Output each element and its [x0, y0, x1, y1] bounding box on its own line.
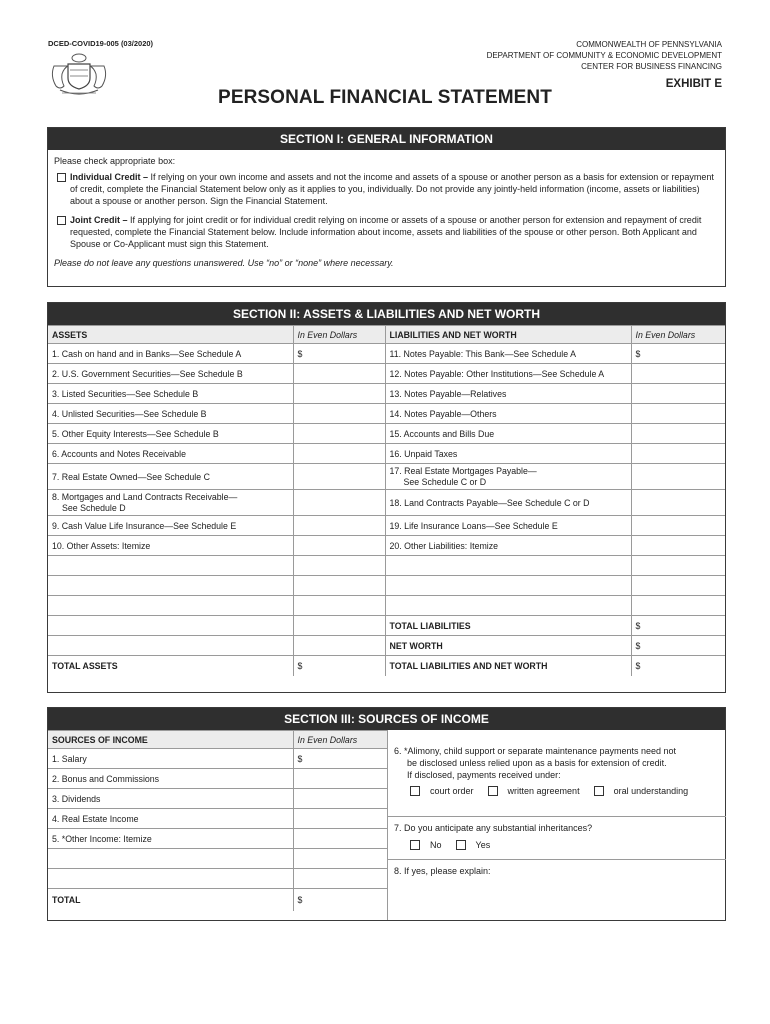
liability-label: 11. Notes Payable: This Bank—See Schedule A [385, 344, 631, 364]
total-liabilities-row [48, 616, 725, 636]
asset-amount-field[interactable] [293, 576, 385, 596]
income-header: SOURCES OF INCOME [48, 731, 293, 749]
totals-row [48, 656, 725, 676]
asset-label-line-1: 8. Mortgages and Land Contracts Receivable— [52, 491, 238, 502]
income-itemize-field[interactable] [48, 869, 293, 889]
income-label: 2. Bonus and Commissions [48, 769, 293, 789]
q7-text: 7. Do you anticipate any substantial inheritances? [394, 823, 593, 833]
liability-amount-field[interactable] [631, 444, 725, 464]
q6-line-2: be disclosed unless relied upon as a basis for extension of credit. [407, 758, 667, 768]
joint-credit-label: Joint Credit – [70, 215, 128, 225]
asset-amount-field[interactable] [293, 596, 385, 616]
assets-header: ASSETS [48, 326, 293, 344]
individual-credit-label: Individual Credit – [70, 172, 149, 182]
asset-label [48, 490, 293, 516]
income-amount-field[interactable] [293, 829, 387, 849]
table-row [48, 516, 725, 536]
liability-amount-field[interactable] [631, 490, 725, 516]
liability-amount-field[interactable] [631, 536, 725, 556]
inheritance-no-checkbox[interactable] [410, 840, 420, 850]
liability-label-line-2: See Schedule C or D [403, 476, 487, 487]
unanswered-note: Please do not leave any questions unanswered. Use “no” or “none” where necessary. [54, 258, 394, 268]
asset-amount-field[interactable] [293, 404, 385, 424]
asset-label: 5. Other Equity Interests—See Schedule B [48, 424, 293, 444]
asset-amount-field[interactable] [293, 444, 385, 464]
income-label: 5. *Other Income: Itemize [48, 829, 293, 849]
asset-label: 10. Other Assets: Itemize [48, 536, 293, 556]
agency-line-2: DEPARTMENT OF COMMUNITY & ECONOMIC DEVELOPMENT [486, 51, 722, 60]
total-assets-label: TOTAL ASSETS [48, 656, 293, 676]
income-header-row [48, 731, 387, 749]
agency-line-1: COMMONWEALTH OF PENNSYLVANIA [576, 40, 722, 49]
q6-line-1: 6. *Alimony, child support or separate maintenance payments need not [394, 746, 676, 756]
individual-credit-checkbox[interactable] [57, 173, 66, 182]
check-prompt: Please check appropriate box: [54, 156, 176, 166]
income-itemize-field[interactable] [48, 849, 293, 869]
table-row [48, 464, 725, 490]
total-liab-net-worth-field[interactable]: $ [631, 656, 725, 676]
asset-amount-field[interactable] [293, 424, 385, 444]
asset-amount-field[interactable] [293, 616, 385, 636]
liability-label: 15. Accounts and Bills Due [385, 424, 631, 444]
liability-label-line-1: 17. Real Estate Mortgages Payable— [389, 465, 537, 476]
asset-label: 7. Real Estate Owned—See Schedule C [48, 464, 293, 490]
inheritance-yes-label: Yes [475, 840, 491, 850]
section-general-information [47, 127, 726, 287]
table-row [48, 344, 725, 364]
asset-label: 3. Listed Securities—See Schedule B [48, 384, 293, 404]
q6-line-3: If disclosed, payments received under: [407, 770, 561, 780]
oral-understanding-checkbox[interactable] [594, 786, 604, 796]
liability-amount-field[interactable] [631, 364, 725, 384]
income-label: 3. Dividends [48, 789, 293, 809]
individual-credit-text: If relying on your own income and assets and not the income and assets of a spouse or another person as a basis for extension or repayment of credit, complete the Financial Statement below only as it applies to you, individually. Do not provide any jointly-held information (income, assets or liabilities) about a spouse or another person. Sign the Financial Statement. [70, 172, 714, 206]
agency-line-3: CENTER FOR BUSINESS FINANCING [581, 62, 722, 71]
income-label: 4. Real Estate Income [48, 809, 293, 829]
table-row [48, 749, 387, 769]
q8-text: 8. If yes, please explain: [394, 866, 491, 876]
table-row [48, 364, 725, 384]
income-amount-field[interactable] [293, 809, 387, 829]
joint-credit-text: If applying for joint credit or for individual credit relying on income or assets of a spouse or another person for extension and repayment of credit requested, complete the Financial Statement below. Include information about income, assets and liabilities of the spouse or other person. Both Applicant and Spouse or Co-Applicant must sign this Statement. [70, 215, 702, 249]
income-total-field[interactable]: $ [293, 889, 387, 911]
total-assets-field[interactable]: $ [293, 656, 385, 676]
section-assets-liabilities [47, 302, 726, 693]
asset-label: 6. Accounts and Notes Receivable [48, 444, 293, 464]
table-row [48, 444, 725, 464]
oral-understanding-label: oral understanding [613, 786, 689, 796]
liability-amount-field[interactable] [631, 576, 725, 596]
page-title: PERSONAL FINANCIAL STATEMENT [218, 87, 552, 108]
liability-amount-field[interactable] [631, 556, 725, 576]
explain-question[interactable] [388, 860, 726, 877]
table-row [48, 829, 387, 849]
asset-amount-field[interactable] [293, 556, 385, 576]
income-total-label: TOTAL [48, 889, 293, 911]
table-row [48, 536, 725, 556]
liability-amount-field[interactable] [631, 464, 725, 490]
inheritance-no-label: No [430, 840, 442, 850]
asset-label: 2. U.S. Government Securities—See Schedule B [48, 364, 293, 384]
liability-itemize-field[interactable] [385, 596, 631, 616]
income-amount-field[interactable] [293, 849, 387, 869]
liability-label: 19. Life Insurance Loans—See Schedule E [385, 516, 631, 536]
court-order-label: court order [430, 786, 474, 796]
asset-amount-field[interactable] [293, 364, 385, 384]
liabilities-unit-header: In Even Dollars [631, 326, 725, 344]
liability-label: 20. Other Liabilities: Itemize [385, 536, 631, 556]
income-unit-header: In Even Dollars [293, 731, 387, 749]
joint-credit-option [54, 214, 717, 250]
liabilities-header: LIABILITIES AND NET WORTH [385, 326, 631, 344]
net-worth-label: NET WORTH [385, 636, 631, 656]
assets-unit-header: In Even Dollars [293, 326, 385, 344]
section-2-heading: SECTION II: ASSETS & LIABILITIES AND NET WORTH [48, 303, 725, 325]
payment-basis-options [394, 785, 716, 797]
asset-amount-field[interactable] [293, 516, 385, 536]
exhibit-label: EXHIBIT E [665, 78, 722, 90]
liability-itemize-field[interactable] [385, 556, 631, 576]
net-worth-field[interactable]: $ [631, 636, 725, 656]
joint-credit-checkbox[interactable] [57, 216, 66, 225]
liability-amount-field[interactable] [631, 404, 725, 424]
inheritance-options [394, 839, 720, 851]
liability-label: 16. Unpaid Taxes [385, 444, 631, 464]
asset-amount-field[interactable] [293, 636, 385, 656]
income-label: 1. Salary [48, 749, 293, 769]
table-row [48, 384, 725, 404]
table-row [48, 809, 387, 829]
asset-amount-field[interactable] [293, 384, 385, 404]
asset-label-line-2: See Schedule D [62, 502, 126, 513]
itemize-row [48, 556, 725, 576]
asset-label: 1. Cash on hand and in Banks—See Schedule A [48, 344, 293, 364]
total-liab-net-worth-label: TOTAL LIABILITIES AND NET WORTH [385, 656, 631, 676]
liability-amount-field[interactable] [631, 424, 725, 444]
income-amount-field[interactable] [293, 769, 387, 789]
individual-credit-option [54, 171, 717, 207]
itemize-row [48, 596, 725, 616]
asset-label: 9. Cash Value Life Insurance—See Schedule E [48, 516, 293, 536]
income-amount-field[interactable] [293, 869, 387, 889]
net-worth-row [48, 636, 725, 656]
liability-label: 12. Notes Payable: Other Institutions—See Schedule A [385, 364, 631, 384]
income-questions [387, 730, 726, 920]
itemize-row [48, 849, 387, 869]
asset-itemize-field[interactable] [48, 556, 293, 576]
itemize-row [48, 576, 725, 596]
agency-block [487, 39, 722, 72]
inheritance-question [388, 817, 726, 860]
liability-label: 18. Land Contracts Payable—See Schedule C or D [385, 490, 631, 516]
written-agreement-label: written agreement [507, 786, 580, 796]
table-row [48, 769, 387, 789]
asset-amount-field[interactable]: $ [293, 344, 385, 364]
written-agreement-checkbox[interactable] [488, 786, 498, 796]
asset-itemize-field[interactable] [48, 616, 293, 636]
asset-amount-field[interactable] [293, 464, 385, 490]
section-1-heading: SECTION I: GENERAL INFORMATION [48, 128, 725, 150]
liability-amount-field[interactable] [631, 516, 725, 536]
liability-label: 14. Notes Payable—Others [385, 404, 631, 424]
table-header-row [48, 326, 725, 344]
liability-amount-field[interactable]: $ [631, 344, 725, 364]
income-amount-field[interactable]: $ [293, 749, 387, 769]
asset-itemize-field[interactable] [48, 576, 293, 596]
court-order-checkbox[interactable] [410, 786, 420, 796]
section-3-heading: SECTION III: SOURCES OF INCOME [48, 708, 725, 730]
income-total-row [48, 889, 387, 911]
alimony-question [388, 730, 726, 817]
table-row [48, 789, 387, 809]
assets-liabilities-table [48, 325, 725, 676]
asset-itemize-field[interactable] [48, 596, 293, 616]
table-row [48, 424, 725, 444]
itemize-row [48, 869, 387, 889]
asset-amount-field[interactable] [293, 536, 385, 556]
asset-amount-field[interactable] [293, 490, 385, 516]
table-row [48, 490, 725, 516]
section-sources-of-income [47, 707, 726, 921]
liability-amount-field[interactable] [631, 384, 725, 404]
income-amount-field[interactable] [293, 789, 387, 809]
asset-itemize-field[interactable] [48, 636, 293, 656]
inheritance-yes-checkbox[interactable] [456, 840, 466, 850]
form-id: DCED-COVID19-005 (03/2020) [48, 39, 154, 48]
total-liabilities-label: TOTAL LIABILITIES [385, 616, 631, 636]
asset-label: 4. Unlisted Securities—See Schedule B [48, 404, 293, 424]
total-liabilities-field[interactable]: $ [631, 616, 725, 636]
income-table [48, 730, 387, 911]
liability-itemize-field[interactable] [385, 576, 631, 596]
liability-label: 13. Notes Payable—Relatives [385, 384, 631, 404]
liability-amount-field[interactable] [631, 596, 725, 616]
table-row [48, 404, 725, 424]
liability-label [385, 464, 631, 490]
